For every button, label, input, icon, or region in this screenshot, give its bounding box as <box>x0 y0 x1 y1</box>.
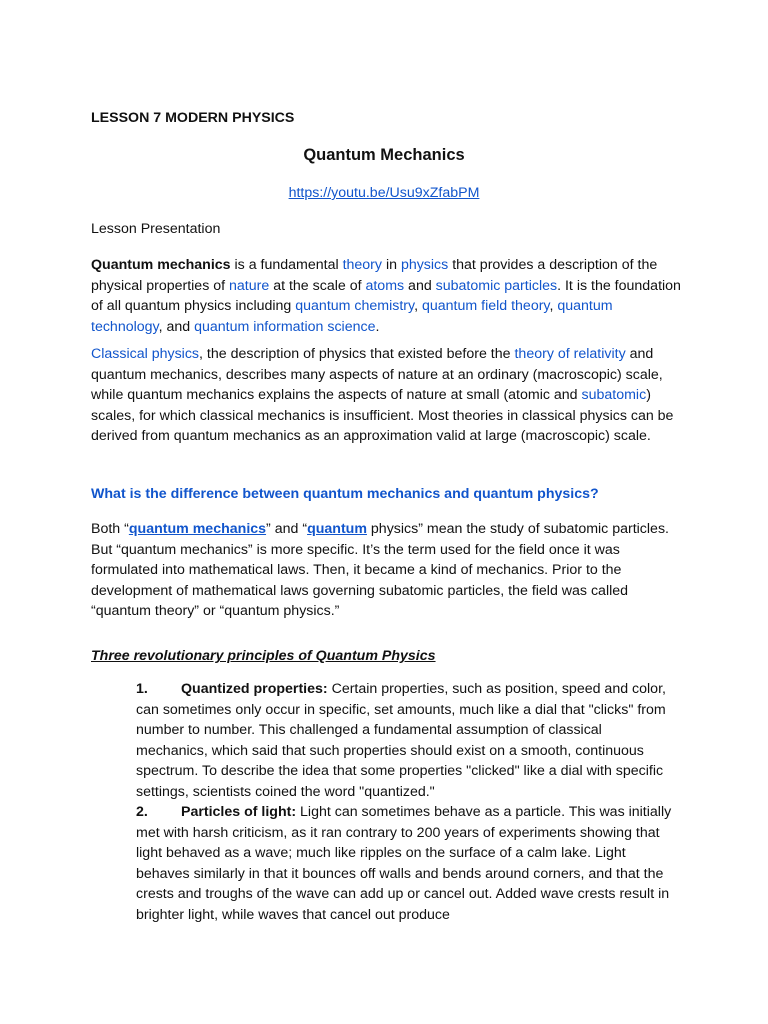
list-number: 2. <box>136 804 148 820</box>
link-quantum-technology[interactable]: quantum technology <box>91 298 613 335</box>
page-title: Quantum Mechanics <box>303 146 465 164</box>
para-text: at the scale of <box>269 277 366 294</box>
list-item-title: Particles of light: <box>181 804 297 820</box>
link-atoms[interactable]: atoms <box>365 277 405 294</box>
para-text: ” and “ <box>266 521 308 537</box>
link-quantum-field-theory[interactable]: quantum field theory <box>421 298 550 314</box>
list-item-title: Quantized properties: <box>181 681 328 697</box>
section-question-heading: What is the difference between quantum mechanics and quantum physics? <box>91 486 599 502</box>
para-text: that provides a description of the physical properties of <box>91 257 658 294</box>
video-link[interactable]: https://youtu.be/Usu9xZfabPM <box>288 185 480 201</box>
para-text: and quantum mechanics, describes many aspects of nature at an ordinary (macroscopic) scale, while quantum mechanics explains the aspects of nature at small (atomic and <box>91 346 663 403</box>
link-classical-physics[interactable]: Classical physics <box>91 346 200 362</box>
para-text: , <box>414 298 422 314</box>
link-quantum-information-science[interactable]: quantum information science <box>194 318 376 335</box>
list-item-text: Certain properties, such as position, speed and color, can sometimes only occur in specific, set amounts, much like a dial that "clicks" from number to number. This challenged a fundamental assumption of classical mechanics, which said that such properties should exist on a smooth, continuous spectrum. To describe the idea that some properties "clicked" like a dial with specific settings, scientists coined the word "quantized." <box>136 681 666 800</box>
video-link-container <box>0 183 768 204</box>
para-text: , the description of physics that existed before the <box>199 346 515 362</box>
para-text: . It is the foundation of all quantum physics including <box>91 277 681 314</box>
link-physics[interactable]: physics <box>400 257 449 273</box>
link-quantum-chemistry[interactable]: quantum chemistry <box>295 298 415 314</box>
principles-heading: Three revolutionary principles of Quantum Physics <box>91 648 436 664</box>
para-text: , <box>549 298 558 314</box>
para-text: . <box>375 318 380 335</box>
link-quantum-mechanics[interactable]: quantum mechanics <box>128 521 267 537</box>
intro-paragraph <box>91 255 683 337</box>
para-text: Both “ <box>91 521 129 537</box>
term-quantum-mechanics: Quantum mechanics <box>91 257 231 273</box>
para-text: , and <box>158 318 195 335</box>
principles-list <box>136 679 676 925</box>
list-item <box>136 802 676 925</box>
link-subatomic[interactable]: subatomic <box>581 387 647 403</box>
list-number: 1. <box>136 681 148 697</box>
link-theory[interactable]: theory <box>342 257 382 273</box>
para-text: physics” mean the study of subatomic particles. But “quantum mechanics” is more specific. It’s the term used for the field once it was formulated into mathematical laws. Then, it became a kind of mechanics. Prior to the development of mathematical laws governing subatomic particles, the field was called “quantum theory” or “quantum physics.” <box>91 521 669 619</box>
lesson-presentation-label: Lesson Presentation <box>91 221 221 237</box>
difference-paragraph <box>91 519 683 622</box>
link-quantum[interactable]: quantum <box>307 521 367 537</box>
para-text: ) scales, for which classical mechanics is insufficient. Most theories in classical physics can be derived from quantum mechanics as an approximation valid at large (macroscopic) scale. <box>91 387 674 444</box>
para-text: is a fundamental <box>230 257 343 273</box>
classical-physics-paragraph <box>91 344 683 447</box>
link-theory-of-relativity[interactable]: theory of relativity <box>514 346 626 362</box>
para-text: and <box>404 277 436 294</box>
lesson-title: LESSON 7 MODERN PHYSICS <box>91 110 295 126</box>
link-subatomic-particles[interactable]: subatomic particles <box>435 277 558 294</box>
para-text: in <box>382 257 401 273</box>
link-nature[interactable]: nature <box>229 277 270 294</box>
list-item-text: Light can sometimes behave as a particle. This was initially met with harsh criticism, as it ran contrary to 200 years of experiments showing that light behaved as a wave; much like ripples on the surface of a calm lake. Light behaves similarly in that it bounces off walls and bends around corners, and that the crests and troughs of the wave can add up or cancel out. Added wave crests result in brighter light, while waves that cancel out produce <box>136 804 672 923</box>
list-item <box>136 679 676 802</box>
